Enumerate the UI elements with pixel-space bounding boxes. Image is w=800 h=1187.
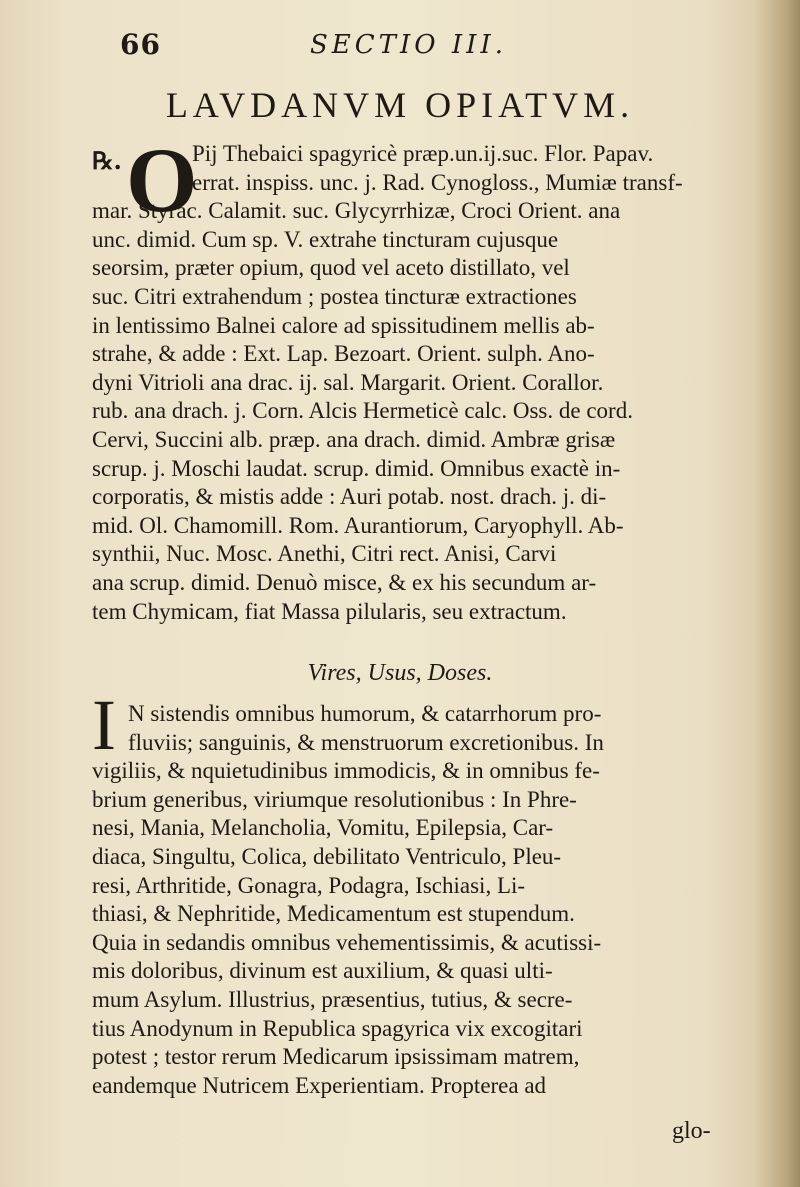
text-line: errat. inspiss. unc. j. Rad. Cynogloss., Mumiæ transf- [192, 169, 683, 195]
page-title: LAVDANVM OPIATVM. [165, 85, 635, 125]
text-line: mar. Styrac. Calamit. suc. Glycyrrhizæ, Croci Orient. ana [92, 198, 621, 224]
text-line: in lentissimo Balnei calore ad spissitudinem mellis ab- [92, 312, 595, 338]
text-line: mid. Ol. Chamomill. Rom. Aurantiorum, Caryophyll. Ab- [92, 512, 624, 538]
body-paragraph [92, 700, 740, 1100]
text-line: suc. Citri extrahendum ; postea tincturæ extractiones [92, 283, 577, 309]
text-line: unc. dimid. Cum sp. V. extrahe tincturam cujusque [92, 226, 559, 252]
text-line: tem Chymicam, fiat Massa pilularis, seu extractum. [92, 598, 567, 624]
text-line: nesi, Mania, Melancholia, Vomitu, Epilepsia, Car- [92, 815, 554, 841]
text-line: scrup. j. Moschi laudat. scrup. dimid. Omnibus exactè in- [92, 455, 621, 481]
text-line: potest ; testor rerum Medicarum ipsissimam matrem, [92, 1044, 580, 1070]
drop-cap-initial: O [126, 129, 198, 231]
subheading: Vires, Usus, Doses. [307, 660, 493, 686]
text-line: N sistendis omnibus humorum, & catarrhorum pro- [128, 701, 602, 726]
text-line: mis doloribus, divinum est auxilium, & quasi ulti- [92, 958, 553, 984]
text-line: rub. ana drach. j. Corn. Alcis Hermeticè calc. Oss. de cord. [92, 398, 633, 424]
running-head [120, 28, 680, 68]
text-line: corporatis, & mistis adde : Auri potab. nost. drach. j. di- [92, 484, 607, 510]
text-line: dyni Vitrioli ana drac. ij. sal. Margarit. Orient. Corallor. [92, 369, 604, 395]
recipe-paragraph [92, 129, 740, 626]
catchword: glo- [672, 1118, 711, 1144]
page-number: 66 [120, 28, 161, 61]
text-line: Pij Thebaici spagyricè præp.un.ij.suc. Flor. Papav. [192, 141, 654, 166]
text-line: tius Anodynum in Republica spagyrica vix excogitari [92, 1015, 583, 1041]
text-line: brium generibus, viriumque resolutionibus : In Phre- [92, 786, 577, 812]
text-line: seorsim, præter opium, quod vel aceto distillato, vel [92, 255, 570, 281]
text-line: vigiliis, & nquietudinibus immodicis, & in omnibus fe- [92, 758, 600, 784]
text-line: mum Asylum. Illustrius, præsentius, tutius, & secre- [92, 986, 573, 1012]
text-line: diaca, Singultu, Colica, debilitato Ventriculo, Pleu- [92, 843, 562, 869]
page-gutter-shadow [754, 0, 800, 1187]
text-line: Quia in sedandis omnibus vehementissimis, & acutissi- [92, 929, 602, 955]
section-heading: SECTIO III. [310, 30, 507, 60]
text-line: resi, Arthritide, Gonagra, Podagra, Ischiasi, Li- [92, 872, 526, 898]
text-line: eandemque Nutricem Experientiam. Propterea ad [92, 1072, 547, 1098]
text-line: synthii, Nuc. Mosc. Anethi, Citri rect. Anisi, Carvi [92, 541, 557, 567]
text-line: ana scrup. dimid. Denuò misce, & ex his secundum ar- [92, 569, 597, 595]
text-line: strahe, & adde : Ext. Lap. Bezoart. Orient. sulph. Ano- [92, 341, 595, 367]
text-line: Cervi, Succini alb. præp. ana drach. dimid. Ambræ grisæ [92, 426, 616, 452]
recipe-symbol: ℞. [92, 146, 122, 175]
text-line: fluviis; sanguinis, & menstruorum excretionibus. In [128, 729, 604, 755]
drop-cap-initial: I [92, 685, 116, 765]
text-line: thiasi, & Nephritide, Medicamentum est stupendum. [92, 901, 575, 927]
